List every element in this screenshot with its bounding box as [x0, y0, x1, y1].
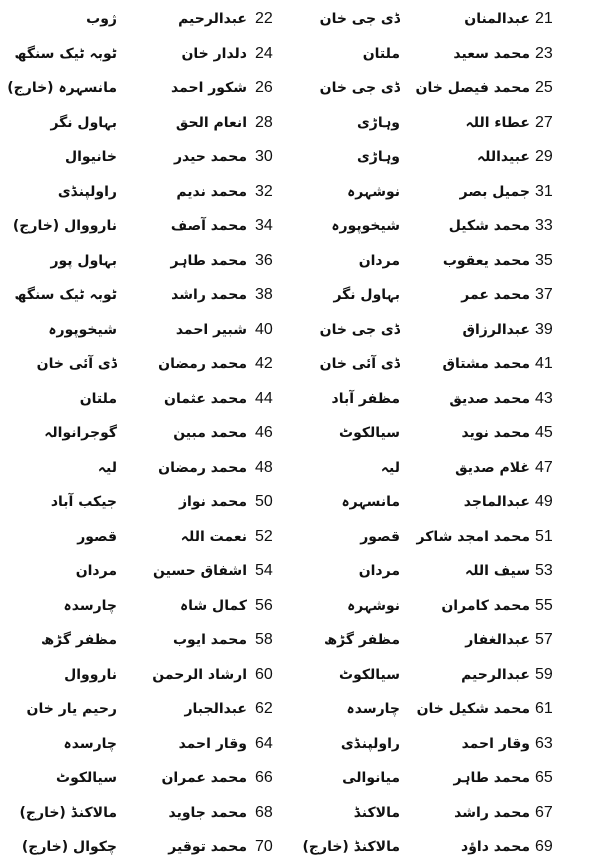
table-row [0, 247, 590, 275]
entry-city: ڈی جی خان [319, 80, 400, 96]
entry-name: محمد حیدر [173, 149, 247, 165]
entry-city: ٹوبہ ٹیک سنگھ [14, 45, 117, 62]
entry-city: مظفر گڑھ [41, 632, 117, 648]
entry-city: نارووال [64, 666, 117, 683]
entry-city: وہاڑی [356, 149, 400, 165]
entry-city: مالاکنڈ (خارج) [19, 804, 117, 821]
entry-city: چارسدہ [63, 735, 117, 752]
entry-city: مانسہرہ (خارج) [7, 80, 117, 96]
entry-name: عبدالجبار [184, 701, 247, 717]
entry-city: مردان [358, 252, 400, 269]
entry-city: بہاول پور [50, 252, 117, 269]
entry-number: 23 [535, 44, 553, 62]
entry-number: 56 [255, 596, 273, 614]
entry-city: نوشہرہ [347, 597, 400, 614]
entry-name: محمد عمران [161, 770, 247, 786]
entry-city: مانسہرہ [341, 494, 400, 510]
entry-city: لیہ [97, 459, 117, 476]
entry-number: 63 [535, 734, 553, 752]
table-row [0, 143, 590, 171]
entry-number: 21 [535, 10, 553, 27]
entry-name: محمد کامران [441, 597, 530, 614]
entry-name: عبدالغفار [465, 632, 530, 648]
table-row [0, 419, 590, 447]
entry-city: وہاڑی [356, 114, 400, 131]
entry-name: وقار احمد [178, 735, 247, 752]
entry-number: 58 [255, 631, 273, 648]
entry-number: 27 [535, 113, 553, 131]
entry-city: سیالکوٹ [56, 770, 117, 786]
entry-city: مالاکنڈ (خارج) [302, 839, 400, 855]
table-row [0, 764, 590, 792]
entry-name: محمد رمضان [158, 459, 247, 476]
entry-number: 29 [535, 148, 553, 165]
entry-number: 65 [535, 769, 553, 786]
entry-name: محمد داؤد [461, 839, 530, 855]
entry-city: قصور [360, 528, 400, 545]
entry-name: محمد ایوب [172, 632, 247, 648]
entry-city: مظفر آباد [331, 390, 400, 407]
entry-number: 41 [535, 355, 553, 372]
entry-name: محمد ندیم [176, 183, 247, 200]
entry-city: ڈی آئی خان [36, 356, 117, 372]
entry-city: شیخوپورہ [331, 218, 400, 234]
table-row [0, 730, 590, 758]
entry-number: 39 [535, 320, 553, 338]
entry-city: رحیم یار خان [26, 701, 117, 717]
table-row [0, 557, 590, 585]
entry-city: گوجرانوالہ [44, 425, 117, 441]
table-row [0, 350, 590, 378]
entry-city: مردان [75, 563, 117, 579]
entry-number: 57 [535, 631, 553, 648]
entry-number: 24 [255, 44, 273, 62]
table-row [0, 626, 590, 654]
entry-number: 32 [255, 182, 273, 200]
entry-name: وقار احمد [461, 735, 530, 752]
entry-number: 28 [255, 113, 273, 131]
entry-city: مظفر گڑھ [324, 632, 400, 648]
entry-name: محمد نواز [179, 494, 247, 510]
entry-name: محمد مشتاق [442, 356, 530, 372]
entry-name: محمد صدیق [449, 390, 530, 407]
entry-number: 55 [535, 596, 553, 614]
entry-name: محمد طاہر [170, 252, 247, 269]
entry-name: محمد عثمان [164, 390, 247, 407]
entry-number: 53 [535, 562, 553, 579]
entry-number: 43 [535, 389, 553, 407]
entry-city: مالاکنڈ [353, 804, 400, 821]
entry-name: محمد مبین [173, 425, 247, 441]
entry-city: مردان [358, 563, 400, 579]
entry-name: شکور احمد [171, 80, 247, 96]
entry-number: 60 [255, 665, 273, 683]
entry-number: 66 [255, 769, 273, 786]
entry-city: ملتان [362, 45, 400, 62]
entry-number: 25 [535, 79, 553, 96]
entry-name: محمد شکیل [448, 218, 530, 234]
entry-number: 22 [255, 10, 273, 27]
table-row [0, 40, 590, 68]
table-row [0, 488, 590, 516]
table-row [0, 661, 590, 689]
entry-number: 62 [255, 700, 273, 717]
entry-name: محمد جاوید [168, 804, 247, 821]
entry-number: 48 [255, 458, 273, 476]
table-row [0, 109, 590, 137]
entry-name: محمد نوید [461, 425, 530, 441]
entry-name: محمد امجد شاکر [416, 528, 530, 545]
entry-city: شیخوپورہ [48, 321, 117, 338]
entry-number: 33 [535, 217, 553, 234]
entry-name: دلدار خان [181, 45, 247, 62]
entry-city: ڈی جی خان [319, 11, 400, 27]
entry-city: قصور [77, 528, 117, 545]
entry-name: محمد سعید [453, 45, 530, 62]
entry-number: 54 [255, 562, 273, 579]
entry-name: عبدالمنان [464, 11, 530, 27]
entry-name: کمال شاہ [179, 597, 247, 614]
entry-name: عبدالرزاق [462, 321, 530, 338]
entry-city: ٹوبہ ٹیک سنگھ [14, 287, 117, 303]
entry-city: ڈی جی خان [319, 321, 400, 338]
entry-number: 64 [255, 734, 273, 752]
entry-name: محمد آصف [170, 218, 247, 234]
entry-city: راولپنڈی [340, 735, 400, 752]
entry-city: ژوب [86, 11, 117, 27]
entry-city: چکوال (خارج) [21, 839, 117, 855]
entry-name: ارشاد الرحمن [152, 666, 247, 683]
entry-name: اشفاق حسین [153, 563, 247, 579]
entry-name: محمد راشد [171, 287, 247, 303]
entry-name: شبیر احمد [175, 321, 247, 338]
table-row [0, 281, 590, 309]
entry-number: 67 [535, 803, 553, 821]
entry-city: نارووال (خارج) [12, 218, 117, 234]
entry-number: 40 [255, 320, 273, 338]
table-row [0, 799, 590, 827]
table-row [0, 5, 590, 33]
entry-number: 45 [535, 424, 553, 441]
entry-number: 68 [255, 803, 273, 821]
entry-number: 69 [535, 838, 553, 855]
entry-number: 34 [255, 217, 273, 234]
table-row [0, 212, 590, 240]
entry-number: 44 [255, 389, 273, 407]
table-row [0, 833, 590, 861]
entry-city: خانیوال [64, 149, 117, 165]
entry-number: 52 [255, 527, 273, 545]
entry-name: محمد رمضان [158, 356, 247, 372]
entry-city: بہاول نگر [50, 114, 117, 131]
entry-city: میانوالی [342, 770, 400, 786]
entry-city: چارسدہ [63, 597, 117, 614]
entry-number: 61 [535, 700, 553, 717]
entry-name: عبدالماجد [463, 494, 530, 510]
entry-city: لیہ [380, 459, 400, 476]
entry-name: عبیداللہ [476, 149, 530, 165]
entry-name: سیف اللہ [464, 563, 530, 579]
table-row [0, 695, 590, 723]
entry-name: عبدالرحیم [178, 11, 247, 27]
entry-name: محمد طاہر [453, 770, 530, 786]
table-row [0, 385, 590, 413]
entry-number: 37 [535, 286, 553, 303]
entry-number: 31 [535, 182, 553, 200]
entry-name: محمد فیصل خان [415, 80, 530, 96]
entry-name: محمد شکیل خان [416, 701, 530, 717]
entry-number: 38 [255, 286, 273, 303]
entry-name: محمد یعقوب [442, 252, 530, 269]
entry-city: چارسدہ [346, 701, 400, 717]
entry-name: نعمت اللہ [180, 528, 247, 545]
entry-number: 51 [535, 527, 553, 545]
table-row [0, 523, 590, 551]
entry-city: سیالکوٹ [339, 425, 400, 441]
entry-number: 30 [255, 148, 273, 165]
entry-number: 42 [255, 355, 273, 372]
entry-city: نوشہرہ [347, 183, 400, 200]
entry-city: جیکب آباد [50, 494, 117, 510]
entry-name: محمد عمر [461, 287, 530, 303]
entry-number: 59 [535, 665, 553, 683]
entry-city: راولپنڈی [57, 183, 117, 200]
entry-name: جمیل بصر [459, 183, 530, 200]
table-row [0, 178, 590, 206]
entry-city: سیالکوٹ [339, 666, 400, 683]
entry-number: 35 [535, 251, 553, 269]
entry-city: بہاول نگر [333, 287, 400, 303]
entry-number: 46 [255, 424, 273, 441]
entry-name: عبدالرحیم [461, 666, 530, 683]
entry-city: ملتان [79, 390, 117, 407]
entry-number: 70 [255, 838, 273, 855]
entry-number: 49 [535, 493, 553, 510]
entry-number: 36 [255, 251, 273, 269]
entry-name: غلام صدیق [455, 459, 530, 476]
entry-city: ڈی آئی خان [319, 356, 400, 372]
entry-name: محمد توقیر [168, 839, 247, 855]
entry-number: 26 [255, 79, 273, 96]
entry-number: 50 [255, 493, 273, 510]
entry-name: محمد راشد [454, 804, 530, 821]
entry-name: عطاء اللہ [465, 114, 530, 131]
table-row [0, 592, 590, 620]
table-row [0, 454, 590, 482]
entry-name: انعام الحق [175, 114, 247, 131]
table-row [0, 316, 590, 344]
entry-number: 47 [535, 458, 553, 476]
table-row [0, 74, 590, 102]
